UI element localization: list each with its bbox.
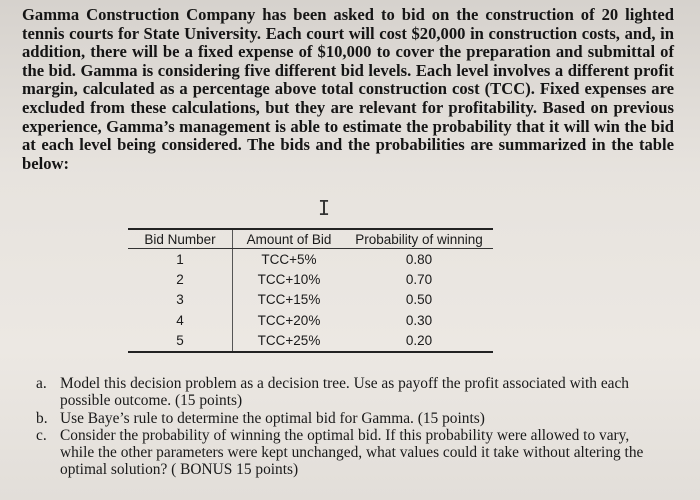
amount-cell: TCC+20% [257, 312, 321, 328]
question-letter: b. [36, 409, 48, 427]
question-text: Consider the probability of winning the optimal bid. If this probability were allowed to vary, while the other parameters were kept unchanged, what values could it take without altering the optimal solution? ( BONUS 15 points) [60, 426, 644, 479]
question-text: Use Baye’s rule to determine the optimal bid for Gamma. (15 points) [60, 409, 485, 427]
bids-table [128, 228, 493, 353]
amount-cell: TCC+25% [233, 331, 346, 352]
question-item [36, 375, 666, 410]
amount-cell: TCC+5% [261, 251, 317, 267]
header-bid-number: Bid Number [128, 229, 233, 249]
bid-number-cell: 2 [128, 269, 233, 289]
probability-cell: 0.20 [345, 331, 493, 352]
amount-cell: TCC+10% [257, 272, 321, 288]
question-item [36, 427, 666, 479]
bid-number-cell: 3 [128, 290, 233, 310]
bid-number-cell: 1 [128, 249, 233, 270]
header-probability: Probability of winning [345, 229, 493, 249]
table-header-row [128, 229, 493, 249]
probability-cell: 0.50 [405, 292, 433, 308]
table-row [128, 269, 493, 289]
probability-cell: 0.30 [405, 312, 433, 328]
bid-number-cell: 4 [128, 310, 233, 330]
question-item [36, 410, 666, 427]
probability-cell: 0.80 [405, 251, 433, 267]
table-row [128, 290, 493, 310]
amount-cell: TCC+15% [257, 292, 321, 308]
table-row [128, 249, 493, 270]
question-text: Model this decision problem as a decision tree. Use as payoff the profit associated with each possible outcome. (15 points) [60, 375, 630, 410]
header-amount-of-bid: Amount of Bid [233, 229, 346, 249]
question-letter: c. [36, 426, 47, 444]
problem-statement: Gamma Construction Company has been asked to bid on the construction of 20 lighted tennis courts for State University. Each court will cost $20,000 in construction costs, and, in addition, there will be a fixed expense of $10,000 to cover the preparation and submittal of the bid. Gamma is considering five different bid levels. Each level involves a different profit margin, calculated as a percentage above total construction cost (TCC). Fixed expenses are excluded from these calculations, but they are relevant for profitability. Based on previous experience, Gamma’s management is able to estimate the probability that it will win the bid at each level being considered. The bids and the probabilities are summarized in the table below: [22, 5, 674, 173]
table-row [128, 331, 493, 352]
text-cursor-icon: I [318, 196, 331, 220]
bid-number-cell: 5 [128, 331, 233, 352]
probability-cell: 0.70 [405, 272, 433, 288]
question-letter: a. [36, 375, 47, 392]
table-row [128, 310, 493, 330]
questions-list [36, 375, 666, 479]
